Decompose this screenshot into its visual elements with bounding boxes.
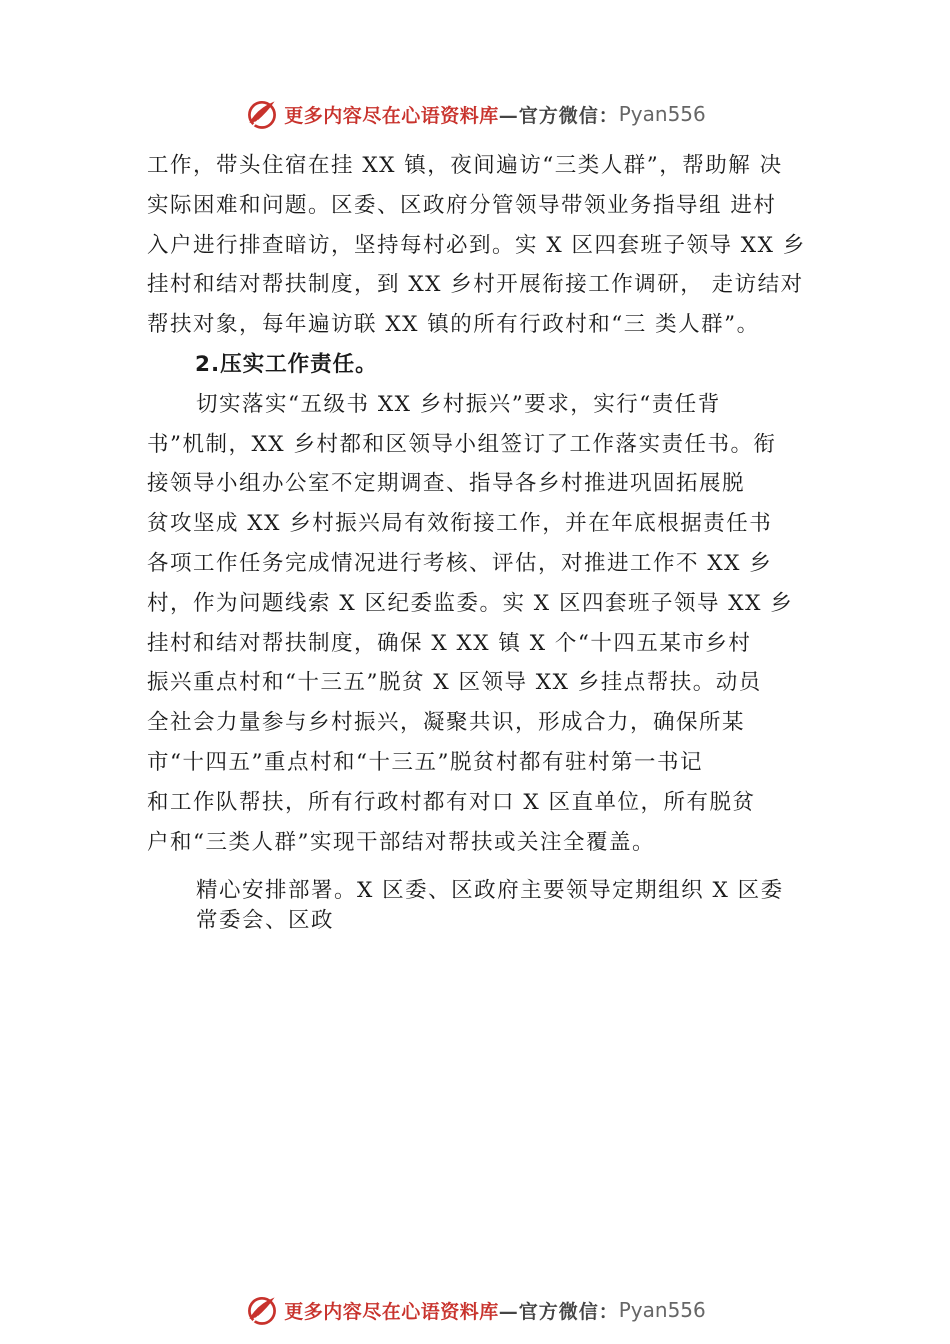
text-line: 挂村和结对帮扶制度，确保 X XX 镇 X 个“十四五某市乡村	[147, 630, 752, 656]
text-line: 村，作为问题线索 X 区纪委监委。实 X 区四套班子领导 XX 乡	[147, 590, 794, 616]
paragraph-1	[147, 146, 835, 345]
brush-logo-icon	[244, 96, 280, 132]
text-line: 各项工作任务完成情况进行考核、评估，对推进工作不 XX 乡	[147, 550, 773, 576]
footer-banner	[0, 1290, 950, 1330]
banner-wechat-id: Pyan556	[618, 1298, 706, 1322]
document-body	[147, 146, 835, 936]
banner-wechat-label: —官方微信：	[498, 1300, 619, 1323]
text-line: 精心安排部署。X 区委、区政府主要领导定期组织 X 区委	[196, 878, 784, 904]
paragraph-3	[147, 876, 835, 936]
banner-brand-text: 更多内容尽在心语资料库	[284, 104, 499, 127]
banner-wechat-label: —官方微信：	[498, 104, 619, 127]
banner-wechat-id: Pyan556	[618, 102, 706, 126]
text-line: 振兴重点村和“十三五”脱贫 X 区领导 XX 乡挂点帮扶。动员	[147, 670, 762, 696]
text-line: 工作，带头住宿在挂 XX 镇，夜间遍访“三类人群”，帮助解 决	[147, 153, 783, 178]
text-line: 常委会、区政	[196, 908, 335, 934]
text-line: 和工作队帮扶，所有行政村都有对口 X 区直单位，所有脱贫	[147, 789, 756, 815]
section-heading: 2.压实工作责任。	[195, 351, 378, 377]
text-line: 全社会力量参与乡村振兴，凝聚共识，形成合力，确保所某	[147, 710, 746, 736]
brush-logo-icon	[244, 1292, 280, 1328]
header-banner	[0, 94, 950, 134]
paragraph-gap	[147, 862, 835, 876]
text-line: 实际困难和问题。区委、区政府分管领导带领业务指导组 进村	[147, 192, 777, 218]
text-line: 户和“三类人群”实现干部结对帮扶或关注全覆盖。	[147, 829, 655, 855]
banner-brand-text: 更多内容尽在心语资料库	[284, 1300, 499, 1323]
text-line: 切实落实“五级书 XX 乡村振兴”要求，实行“责任背	[196, 391, 721, 417]
text-line: 贫攻坚成 XX 乡村振兴局有效衔接工作，并在年底根据责任书	[147, 511, 773, 537]
text-line: 书”机制，XX 乡村都和区领导小组签订了工作落实责任书。衔	[147, 431, 777, 457]
text-line: 接领导小组办公室不定期调查、指导各乡村推进巩固拓展脱	[147, 471, 746, 497]
text-line: 市“十四五”重点村和“十三五”脱贫村都有驻村第一书记	[147, 749, 703, 775]
paragraph-2	[147, 385, 835, 863]
text-line: 帮扶对象，每年遍访联 XX 镇的所有行政村和“三 类人群”。	[147, 312, 760, 338]
text-line: 挂村和结对帮扶制度，到 XX 乡村开展衔接工作调研， 走访结对	[147, 272, 804, 298]
text-line: 入户进行排查暗访，坚持每村必到。实 X 区四套班子领导 XX 乡	[147, 232, 806, 258]
